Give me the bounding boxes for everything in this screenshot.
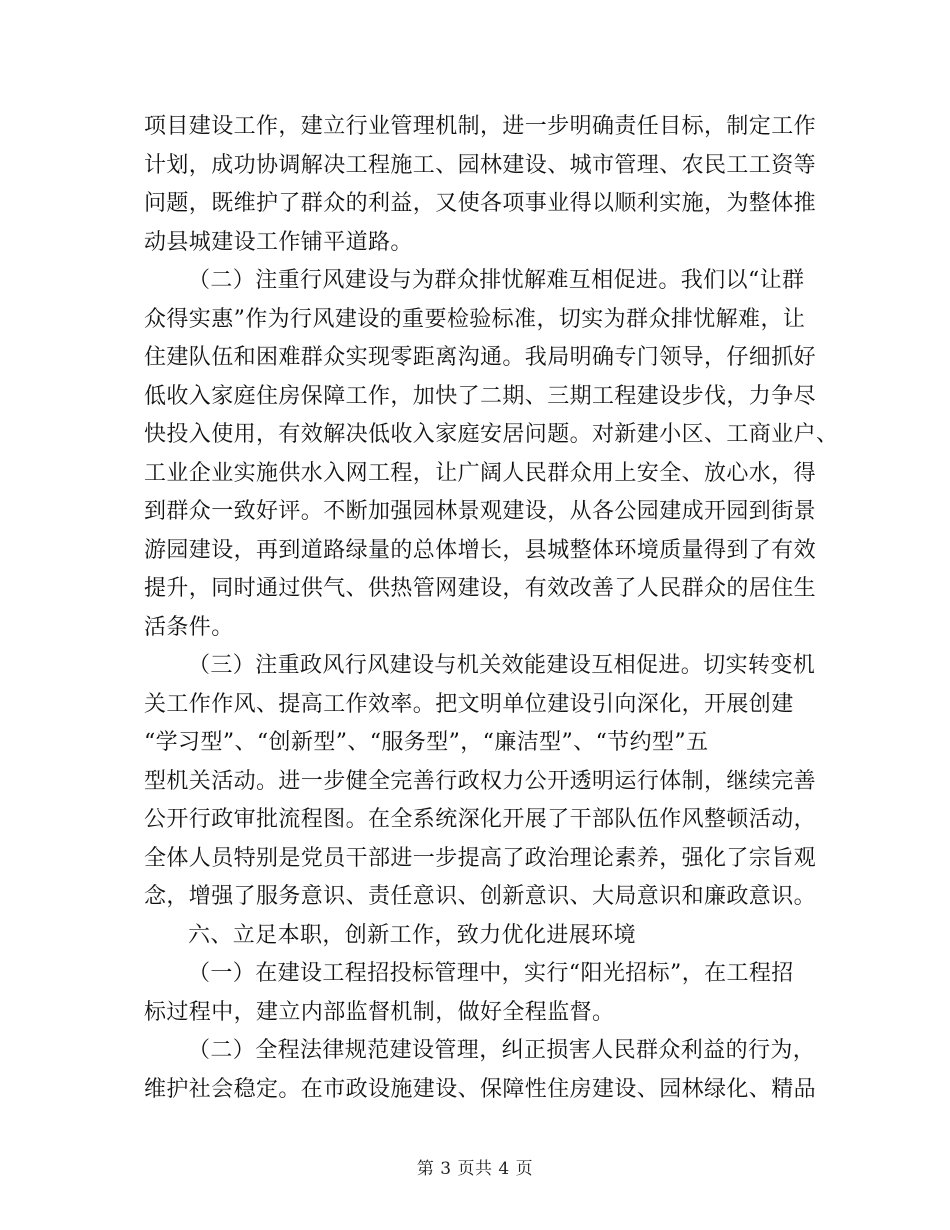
text-line: 计划，成功协调解决工程施工、园林建设、城市管理、农民工工资等	[144, 152, 817, 178]
text-line: 问题，既维护了群众的利益，又使各项事业得以顺利实施，为整体推	[144, 191, 817, 216]
text-line: 项目建设工作，建立行业管理机制，进一步明确责任目标，制定工作	[144, 114, 817, 139]
page-footer: 第 3 页共 4 页	[416, 1159, 534, 1179]
text-line: 活条件。	[144, 614, 234, 640]
text-line: 游园建设，再到道路绿量的总体增长，县城整体环境质量得到了有效	[144, 537, 817, 563]
text-line: （二）全程法律规范建设管理，纠正损害人民群众利益的行为，	[188, 1038, 816, 1063]
text-line: “学习型”、“创新型”、“服务型”，“廉洁型”、“节约型”五	[144, 730, 709, 755]
text-line: 低收入家庭住房保障工作，加快了二期、三期工程建设步伐，力争尽	[144, 383, 817, 409]
text-line: 六、立足本职，创新工作，致力优化进展环境	[188, 922, 637, 948]
text-line: 到群众一致好评。不断加强园林景观建设，从各公园建成开园到街景	[144, 499, 817, 524]
text-line: 标过程中，建立内部监督机制，做好全程监督。	[144, 999, 615, 1025]
text-line: （一）在建设工程招投标管理中，实行“阳光招标”，在工程招	[188, 961, 794, 986]
document-body	[144, 108, 839, 1109]
text-line: 公开行政审批流程图。在全系统深化开展了干部队伍作风整顿活动，	[144, 807, 817, 832]
text-line: 念，增强了服务意识、责任意识、创新意识、大局意识和廉政意识。	[144, 884, 817, 909]
text-line: 住建队伍和困难群众实现零距离沟通。我局明确专门领导，仔细抓好	[144, 345, 817, 370]
text-line: （二）注重行风建设与为群众排忧解难互相促进。我们以“让群	[188, 268, 805, 293]
text-line: （三）注重政风行风建设与机关效能建设互相促进。切实转变机	[188, 653, 816, 678]
text-line: 提升，同时通过供气、供热管网建设，有效改善了人民群众的居住生	[144, 576, 817, 601]
text-line: 众得实惠”作为行风建设的重要检验标准，切实为群众排忧解难，让	[144, 306, 806, 332]
text-line: 快投入使用，有效解决低收入家庭安居问题。对新建小区、工商业户、	[144, 422, 839, 447]
text-line: 动县城建设工作铺平道路。	[144, 229, 413, 255]
text-line: 关工作作风、提高工作效率。把文明单位建设引向深化，开展创建	[144, 691, 794, 717]
text-line: 工业企业实施供水入网工程，让广阔人民群众用上安全、放心水，得	[144, 460, 817, 486]
text-line: 全体人员特别是党员干部进一步提高了政治理论素养，强化了宗旨观	[144, 845, 817, 871]
text-line: 型机关活动。进一步健全完善行政权力公开透明运行体制，继续完善	[144, 768, 817, 794]
text-line: 维护社会稳定。在市政设施建设、保障性住房建设、园林绿化、精品	[144, 1076, 817, 1102]
